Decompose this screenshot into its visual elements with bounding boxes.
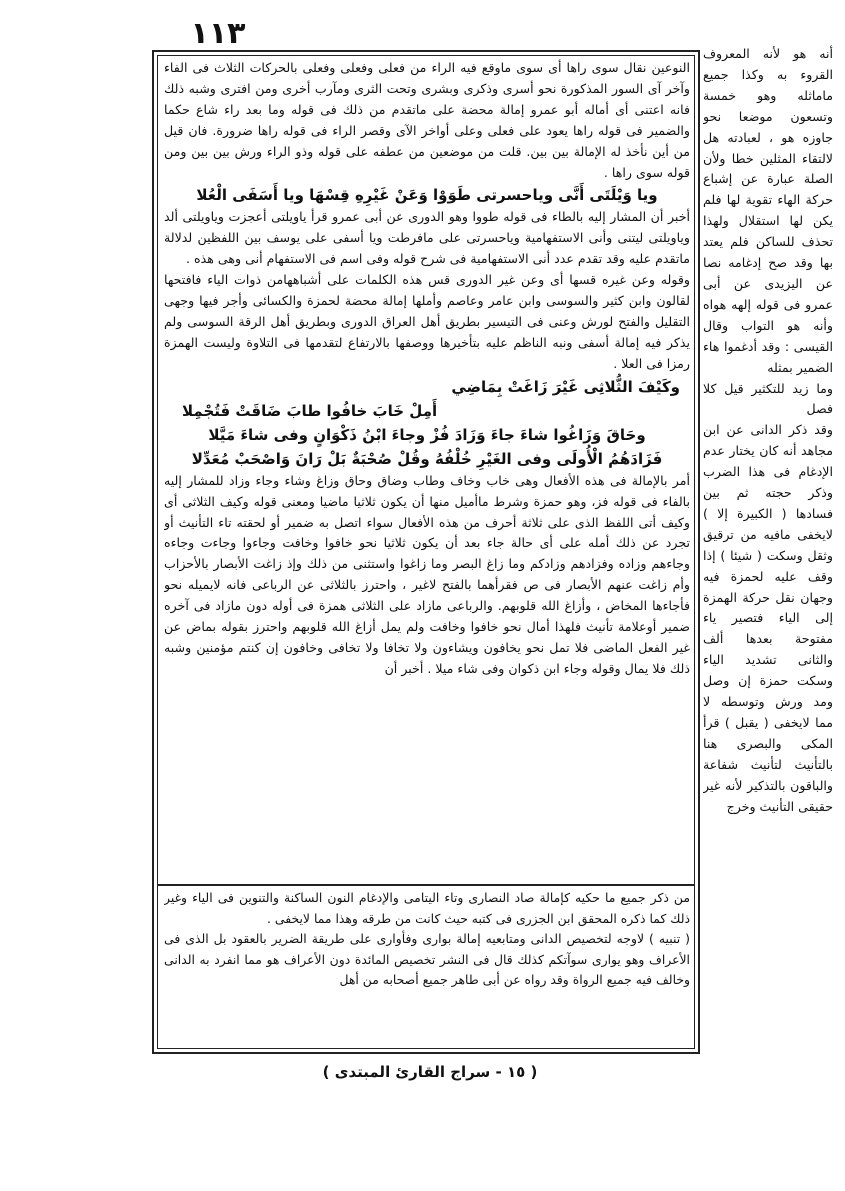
- main-paragraph: أخبر أن المشار إليه بالطاء فى قوله طووا وهو الدورى عن أبى عمرو قرأ ياويلتى أعجزت وياويلتى ألد وياويلتى ليتنى وأنى الاستفهامية وياحسرتى على مافرطت ويا أسفى على يوسف بين اللفظين لدلالة ماتقدم عليه وقد تقدم عدد أنى الاستفهامية فى شرح قوله وفى اسم فى الاستفهام أنى وهى هذه .: [164, 209, 690, 267]
- verse-line: وكَيْفَ الثُّلاثِى غَيْرَ زَاغَتْ بِمَاضِي: [451, 377, 680, 396]
- margin-paragraph: وما زيد للتكثير قيل كلا فصل: [703, 380, 833, 417]
- margin-commentary: [703, 44, 833, 1062]
- main-paragraph: أمر بالإمالة فى هذه الأفعال وهى خاب وخاف وطاب وضاق وحاق وزاغ وشاء وجاء وزاد للمشار إليه بالفاء فى قوله فز، وهو حمزة وشرط ماأميل منها أن يكون ثلاثيا ماضيا ومعنى قوله وكيف الثلاثى أى وكيف أتى اللفظ الذى على ثلاثة أحرف من هذه الأفعال سواء اتصل به ضمير أو لحقته تاء التأنيث أو تجرد عن ذلك أمله على أى حالة جاء بعد أن يكون ثلاثيا نحو خافوا وخافت وجاءوا وجاءت وجاءه وجاءهم وزاده وفزادهم وزادكم وما زاغ البصر وما زاغوا واستثنى من ذلك وإذ زاغت الأبصار بالأحزاب وأم زاغت عنهم الأبصار فى ص فقرأهما بالفتح لاغير ، واحترز بالثلاثى عن الرباعى فانه لايميله نحو فأجاءها المخاض ، وأزاغ الله قلوبهم. والرباعى مازاد على الثلاثى همزة فى أوله دون مازاد فى آخره ضمير أوعلامة تأنيث فلهذا أمال نحو خافوا وخافت ولم يمل أزاغ الله قلوبهم واحترز بقوله بماض عن غير الفعل الماضى فلا تمل نحو يخافون ويشاءون ولا تخافا ولا تخافى وخافون إن كنتم مؤمنين وشبه ذلك فلا يمال وقوله وجاء ابن ذكوان وفى شاء ميلا . أخبر أن: [164, 472, 690, 676]
- page-footer: ( ١٥ - سراج القارئ المبتدى ): [322, 1063, 538, 1081]
- page-number: ١١٣: [190, 16, 246, 51]
- main-text: [164, 58, 690, 880]
- footnote-paragraph: من ذكر جميع ما حكيه كإمالة صاد النصارى وتاء اليتامى والإدغام النون الساكنة والتنوين فى الياء وغير ذلك كما ذكره المحقق ابن الجزرى فى كتبه حيث كانت من طرقه وهذا مما لايخفى .: [164, 890, 690, 926]
- verse-line: ويا وَيْلَتَى أَنَّى وياحسرتى طَوَوْا وَعَنْ غَيْرِهِ قِسْهَا ويا أَسَفَى الْعُلا: [196, 186, 658, 205]
- main-paragraph: النوعين نقال سوى راها أى سوى ماوقع فيه الراء من فعلى وفعلى وفعلى بالحركات الثلاث فى الفاء وآخر آى السور المذكورة نحو أسرى وذكرى وبشرى وتحت الثرى ومآرب أخرى ومن افترى وشبه ذلك فانه اعتنى أى أماله أبو عمرو إمالة محضة على ماتقدم من ذلك فى قوله وما بعد راء شاع حكما والضمير فى قوله راها يعود على فعلى وعلى أواخر الآى وقصر الراء فى قوله راها ضرورة. فان قيل من أين نأخذ له الإمالة بين بين. قلت من موضعين من عطفه على قوله وذو الراء ورش بين بين ومن قوله سوى راها .: [164, 60, 690, 180]
- footnote-divider: [158, 884, 694, 886]
- margin-paragraph: أنه هو لأنه المعروف القروء به وكذا جميع ماماثله وهو خمسة وتسعون موضعا نحو جاوزه هو ، لعبادته هل لالتقاء المثلين خطا ولأن الصلة عبارة عن إشباع حركة الهاء تقوية لها فلم يكن لها استقلال ولهذا تحذف للساكن فلم يعتد بها وقد صح إدغامه نصا عن اليزيدى عن أبى عمرو فى قوله إلهه هواه وأنه هو التواب وقال القيسى : وقد أدغموا هاء الضمير بمثله: [703, 46, 833, 375]
- margin-paragraph: وقد ذكر الدانى عن ابن مجاهد أنه كان يختار عدم الإدغام فى هذا الضرب وذكر حجته ثم بين فسادها ( الكبيرة إلا ) لايخفى مافيه من ترقيق وثقل وسكت ( شيئا ) إذا وقف عليه لحمزة فيه وجهان نقل حركة الهمزة إلى الياء فتصير ياء مفتوحة بعدها ألف والثانى تشديد الياء وسكت حمزة إن وصل ومد ورش وتوسطه لا مما لايخفى ( يقبل ) قرأ المكى والبصرى هنا بالتأنيث لتأنيث شفاعة والباقون بالتذكير لأنه غير حقيقى التأنيث وخرج: [703, 422, 833, 814]
- main-paragraph: وقوله وعن غيره قسها أى وعن غير الدورى قس هذه الكلمات على أشباههامن ذوات الياء فافتحها لقالون وابن كثير والسوسى وابن عامر وعاصم وأملها إمالة محضة لحمزة والكسائى وأجر فيها وجهى التقليل والفتح لورش وعنى فى التيسير بطريق أهل العراق الدورى وبطريق أهل الرقة السوسى ولم يذكر فيه إمالة أسفى ونبه الناظم عليه بتأخيرها ووصفها بالارتفاع لتقدمها فى التلاوة وليست الهمزة رمزا فى العلا .: [164, 272, 690, 371]
- verse-line: فَزَادَهُمُ الْأُولَى وفى الغَيْرِ خُلْفُهُ وقُلْ صُحْبَةٌ بَلْ رَانَ وَاصْحَبْ مُعَدِّلا: [191, 449, 663, 468]
- verse-line: وحَاقَ وَزَاغُوا شاءَ جاءَ وَزَادَ فُزْ وجاءَ ابْنُ ذَكْوَانٍ وفى شاءَ مَيَّلا: [208, 425, 646, 444]
- verse-line: أَمِلْ خَابَ خافُوا طابَ ضَاقَتْ فَتُجْمِلا: [182, 401, 438, 420]
- footnote-paragraph: ( تنبيه ) لاوجه لتخصيص الدانى ومتابعيه إمالة بوارى وفأوارى على طريقة الضرير بالعقود بل الذى فى الأعراف وهو يوارى سوآتكم كذلك قال فى النشر تخصيص المائدة دون الأعراف هو مما انفرد به الدانى وخالف فيه جميع الرواة وقد رواه عن أبى طاهر جميع أصحابه من أهل: [164, 931, 690, 988]
- footnote: [164, 888, 690, 1048]
